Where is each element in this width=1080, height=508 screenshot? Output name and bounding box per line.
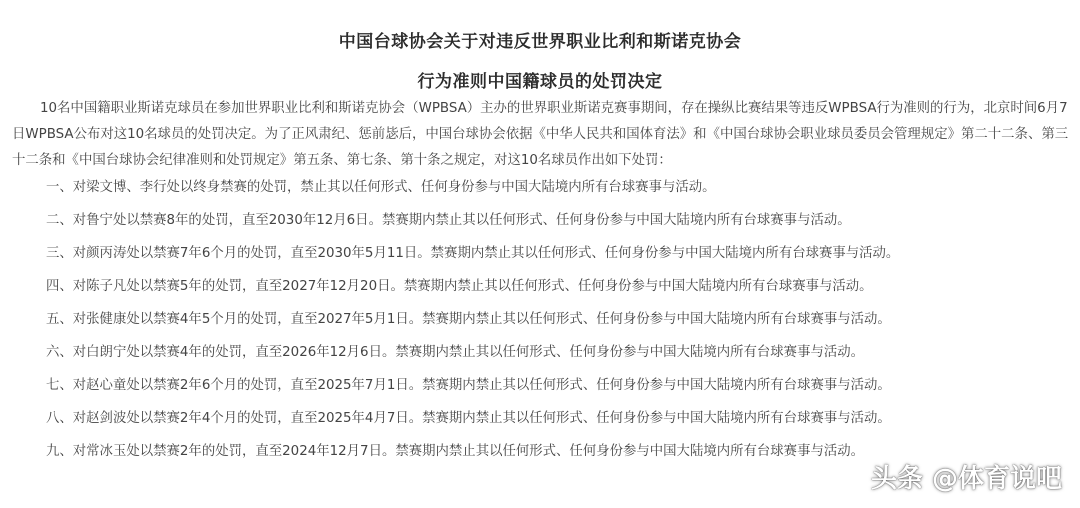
document-title-line-1: 中国台球协会关于对违反世界职业比利和斯诺克协会 [338, 32, 742, 52]
penalty-item-6: 六、对白朗宁处以禁赛4年的处罚，直至2026年12月6日。禁赛期内禁止其以任何形式、任何身份参与中国大陆境内所有台球赛事与活动。 [46, 345, 865, 360]
penalty-item-4: 四、对陈子凡处以禁赛5年的处罚，直至2027年12月20日。禁赛期内禁止其以任何形式、任何身份参与中国大陆境内所有台球赛事与活动。 [46, 279, 873, 294]
penalty-item-7: 七、对赵心童处以禁赛2年6个月的处罚，直至2025年7月1日。禁赛期内禁止其以任何形式、任何身份参与中国大陆境内所有台球赛事与活动。 [46, 378, 891, 393]
penalty-item-9: 九、对常冰玉处以禁赛2年的处罚，直至2024年12月7日。禁赛期内禁止其以任何形式、任何身份参与中国大陆境内所有台球赛事与活动。 [46, 444, 865, 459]
penalty-item-1: 一、对梁文博、李行处以终身禁赛的处罚，禁止其以任何形式、任何身份参与中国大陆境内所有台球赛事与活动。 [46, 180, 716, 195]
document-title-line-2: 行为准则中国籍球员的处罚决定 [417, 72, 663, 92]
penalty-item-2: 二、对鲁宁处以禁赛8年的处罚，直至2030年12月6日。禁赛期内禁止其以任何形式、任何身份参与中国大陆境内所有台球赛事与活动。 [46, 213, 851, 228]
watermark-text: 头条 @体育说吧 [870, 463, 1062, 494]
intro-paragraph: 10名中国籍职业斯诺克球员在参加世界职业比利和斯诺克协会（WPBSA）主办的世界职业斯诺克赛事期间，存在操纵比赛结果等违反WPBSA行为准则的行为，北京时间6月7日WPBSA公布对这10名球员的处罚决定。为了正风肃纪、惩前毖后，中国台球协会依据《中华人民共和国体育法》和《中国台球协会职业球员委员会管理规定》第二十二条、第三十二条和《中国台球协会纪律准则和处罚规定》第五条、第七条、第十条之规定，对这10名球员作出如下处罚： [12, 101, 1069, 168]
penalty-list [46, 176, 899, 473]
penalty-item-8: 八、对赵剑波处以禁赛2年4个月的处罚，直至2025年4月7日。禁赛期内禁止其以任何形式、任何身份参与中国大陆境内所有台球赛事与活动。 [46, 411, 891, 426]
penalty-item-3: 三、对颜丙涛处以禁赛7年6个月的处罚，直至2030年5月11日。禁赛期内禁止其以任何形式、任何身份参与中国大陆境内所有台球赛事与活动。 [46, 246, 900, 261]
watermark [865, 456, 1068, 496]
penalty-item-5: 五、对张健康处以禁赛4年5个月的处罚，直至2027年5月1日。禁赛期内禁止其以任何形式、任何身份参与中国大陆境内所有台球赛事与活动。 [46, 312, 891, 327]
